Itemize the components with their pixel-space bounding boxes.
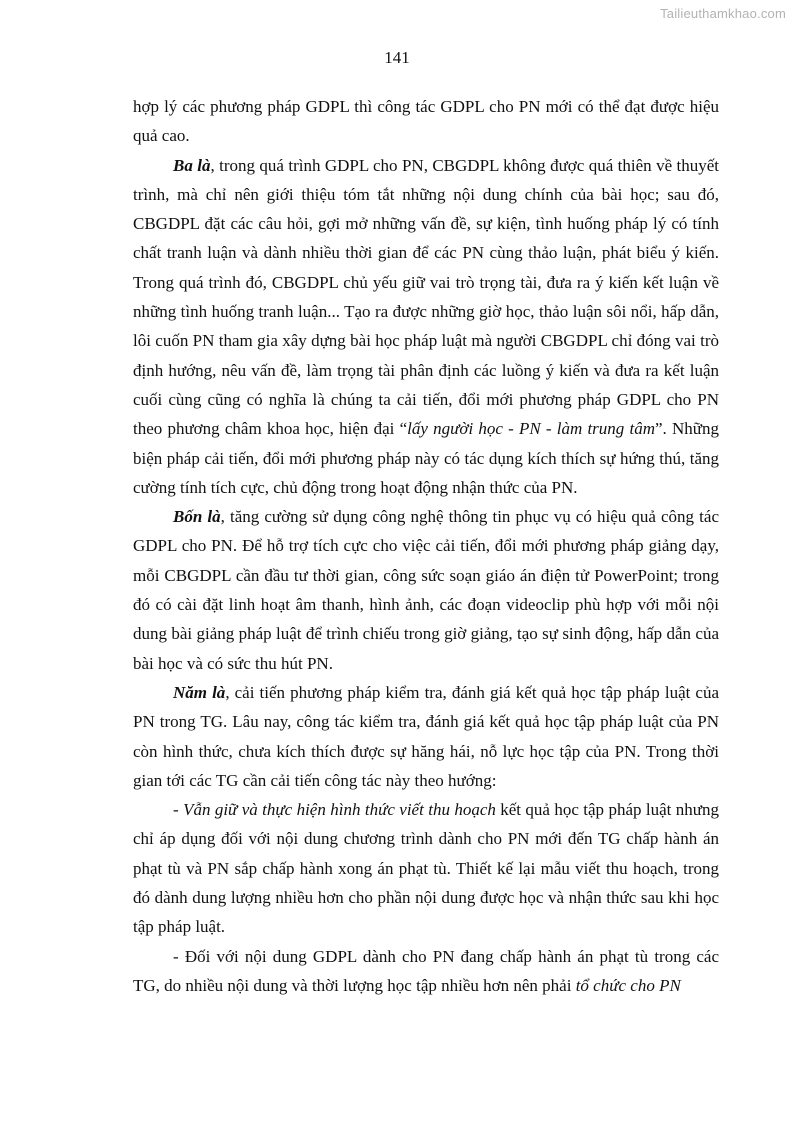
document-body — [133, 92, 719, 1000]
page-number: 141 — [384, 48, 410, 67]
paragraph-text: - Đối với nội dung GDPL dành cho PN đang chấp hành án phạt tù trong các TG, do nhiều nội dung và thời lượng học tập nhiều hơn nên phải — [133, 946, 719, 995]
italic-phrase: Vẫn giữ và thực hiện hình thức viết thu hoạch — [183, 800, 496, 820]
paragraph-ba-la — [133, 151, 719, 503]
paragraph-text-end: ”. Những biện pháp cải tiến, đổi mới phương pháp này có tác dụng kích thích sự hứng thú, tăng cường tính tích cực, chủ động trong hoạt động nhận thức của PN. — [133, 419, 719, 497]
paragraph-continuation — [133, 92, 719, 151]
paragraph-lead: Ba là — [173, 155, 211, 175]
bullet-item-viet-thu-hoach — [133, 795, 719, 941]
italic-phrase: lấy người học - PN - làm trung tâm — [407, 419, 655, 439]
paragraph-lead: Bốn là — [173, 507, 221, 527]
paragraph-bon-la — [133, 502, 719, 678]
paragraph-text: hợp lý các phương pháp GDPL thì công tác GDPL cho PN mới có thể đạt được hiệu quả cao. — [133, 97, 719, 146]
paragraph-lead: Năm là — [173, 682, 226, 702]
watermark: Tailieuthamkhao.com — [660, 6, 786, 21]
paragraph-nam-la — [133, 678, 719, 795]
bullet-dash: - — [173, 800, 184, 820]
paragraph-text: , trong quá trình GDPL cho PN, CBGDPL không được quá thiên về thuyết trình, mà chỉ nên giới thiệu tóm tắt những nội dung chính của bài học; sau đó, CBGDPL đặt các câu hỏi, gợi mở những vấn đề, sự kiện, tình huống pháp lý có tính chất tranh luận và dành nhiều thời gian để các PN cùng thảo luận, phát biểu ý kiến. Trong quá trình đó, CBGDPL chủ yếu giữ vai trò trọng tài, đưa ra ý kiến kết luận về những tình huống tranh luận... Tạo ra được những giờ học, thảo luận sôi nổi, hấp dẫn, lôi cuốn PN tham gia xây dựng bài học pháp luật mà người CBGDPL chỉ đóng vai trò định hướng, nêu vấn đề, làm trọng tài phân định các luồng ý kiến và đưa ra kết luận cuối cùng cũng có nghĩa là chúng ta cải tiến, đổi mới phương pháp GDPL cho PN theo phương châm khoa học, hiện đại “ — [133, 155, 720, 439]
paragraph-text: , cải tiến phương pháp kiểm tra, đánh giá kết quả học tập pháp luật của PN trong TG. Lâu nay, công tác kiểm tra, đánh giá kết quả học tập pháp luật của PN còn hình thức, chưa kích thích được sự hăng hái, nỗ lực học tập của PN. Trong thời gian tới các TG cần cải tiến công tác này theo hướng: — [133, 682, 720, 790]
paragraph-text: kết quả học tập pháp luật nhưng chỉ áp dụng đối với nội dung chương trình dành cho PN mới đến TG chấp hành án phạt tù và PN sắp chấp hành xong án phạt tù. Thiết kế lại mẫu viết thu hoạch, trong đó dành dung lượng nhiều hơn cho phần nội dung được học và nhận thức sau khi học tập pháp luật. — [133, 800, 719, 937]
paragraph-text: , tăng cường sử dụng công nghệ thông tin phục vụ có hiệu quả công tác GDPL cho PN. Để hỗ trợ tích cực cho việc cải tiến, đổi mới phương pháp giảng dạy, mỗi CBGDPL cần đầu tư thời gian, công sức soạn giáo án điện tử PowerPoint; trong đó có cài đặt linh hoạt âm thanh, hình ảnh, các đoạn videoclip phù hợp với mỗi nội dung bài giảng pháp luật để trình chiếu trong giờ giảng, tạo sự sinh động, hấp dẫn của bài học và có sức thu hút PN. — [133, 507, 719, 673]
bullet-item-gdpl-dang-chap-hanh — [133, 942, 719, 1001]
italic-phrase: tổ chức cho PN — [575, 975, 681, 995]
